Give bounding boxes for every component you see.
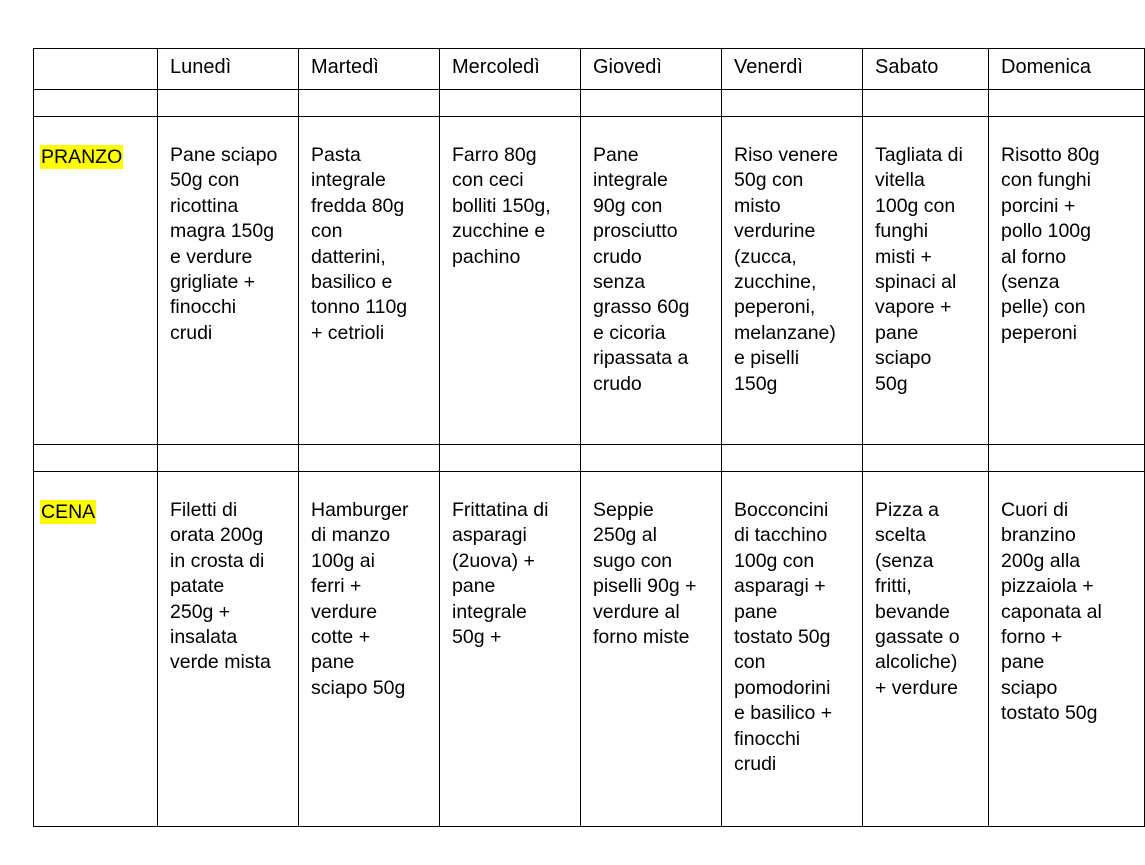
empty-cell	[989, 445, 1145, 472]
meal-description: Pane sciapo 50g con ricottina magra 150g e verdure grigliate + finocchi crudi	[170, 144, 278, 344]
meal-cell	[989, 117, 1145, 445]
day-header-thursday: Giovedì	[581, 49, 722, 90]
meal-description: Hamburger di manzo 100g ai ferri + verdure cotte + pane sciapo 50g	[311, 499, 409, 699]
meal-description: Riso venere 50g con misto verdurine (zucca, zucchine, peperoni, melanzane) e piselli 150g	[734, 144, 839, 395]
empty-cell	[34, 90, 158, 117]
meal-label-cena: CENA	[41, 501, 96, 524]
meal-description: Tagliata di vitella 100g con funghi misti + spinaci al vapore + pane sciapo 50g	[875, 144, 963, 395]
day-header-wednesday: Mercoledì	[440, 49, 581, 90]
day-header-monday: Lunedì	[158, 49, 299, 90]
meal-label-pranzo: PRANZO	[41, 146, 123, 169]
meal-cell	[722, 472, 863, 827]
empty-cell	[299, 445, 440, 472]
empty-cell	[158, 445, 299, 472]
meal-cell	[440, 117, 581, 445]
empty-cell	[989, 90, 1145, 117]
meal-cell	[989, 472, 1145, 827]
meal-description: Farro 80g con ceci bolliti 150g, zucchine e pachino	[452, 144, 551, 268]
empty-cell	[440, 90, 581, 117]
empty-cell	[581, 90, 722, 117]
corner-cell	[34, 49, 158, 90]
meal-description: Pane integrale 90g con prosciutto crudo senza grasso 60g e cicoria ripassata a crudo	[593, 144, 690, 395]
meal-label-cell	[34, 117, 158, 445]
meal-cell	[158, 472, 299, 827]
meal-description: Pasta integrale fredda 80g con datterini, basilico e tonno 110g + cetrioli	[311, 144, 408, 344]
empty-cell	[863, 90, 989, 117]
spacer-row	[34, 445, 1145, 472]
meal-row-cena	[34, 472, 1145, 827]
meal-description: Seppie 250g al sugo con piselli 90g + verdure al forno miste	[593, 499, 697, 649]
day-header-sunday: Domenica	[989, 49, 1145, 90]
empty-cell	[581, 445, 722, 472]
meal-cell	[722, 117, 863, 445]
empty-cell	[440, 445, 581, 472]
empty-cell	[722, 90, 863, 117]
meal-description: Cuori di branzino 200g alla pizzaiola + caponata al forno + pane sciapo tostato 50g	[1001, 499, 1102, 725]
meal-cell	[863, 117, 989, 445]
empty-cell	[158, 90, 299, 117]
meal-cell	[299, 472, 440, 827]
meal-description: Filetti di orata 200g in crosta di patate 250g + insalata verde mista	[170, 499, 271, 674]
meal-description: Risotto 80g con funghi porcini + pollo 100g al forno (senza pelle) con peperoni	[1001, 144, 1100, 344]
header-row	[34, 49, 1145, 90]
day-header-tuesday: Martedì	[299, 49, 440, 90]
meal-cell	[299, 117, 440, 445]
meal-description: Bocconcini di tacchino 100g con asparagi + pane tostato 50g con pomodorini e basilico + finocchi crudi	[734, 499, 833, 776]
empty-cell	[299, 90, 440, 117]
empty-cell	[863, 445, 989, 472]
spacer-row	[34, 90, 1145, 117]
meal-row-pranzo	[34, 117, 1145, 445]
meal-description: Frittatina di asparagi (2uova) + pane integrale 50g +	[452, 499, 549, 649]
meal-cell	[158, 117, 299, 445]
empty-cell	[722, 445, 863, 472]
day-header-saturday: Sabato	[863, 49, 989, 90]
meal-cell	[581, 117, 722, 445]
empty-cell	[34, 445, 158, 472]
meal-cell	[581, 472, 722, 827]
meal-description: Pizza a scelta (senza fritti, bevande gassate o alcoliche) + verdure	[875, 499, 960, 699]
meal-cell	[863, 472, 989, 827]
weekly-meal-plan-table	[33, 48, 1145, 827]
meal-label-cell	[34, 472, 158, 827]
day-header-friday: Venerdì	[722, 49, 863, 90]
meal-cell	[440, 472, 581, 827]
